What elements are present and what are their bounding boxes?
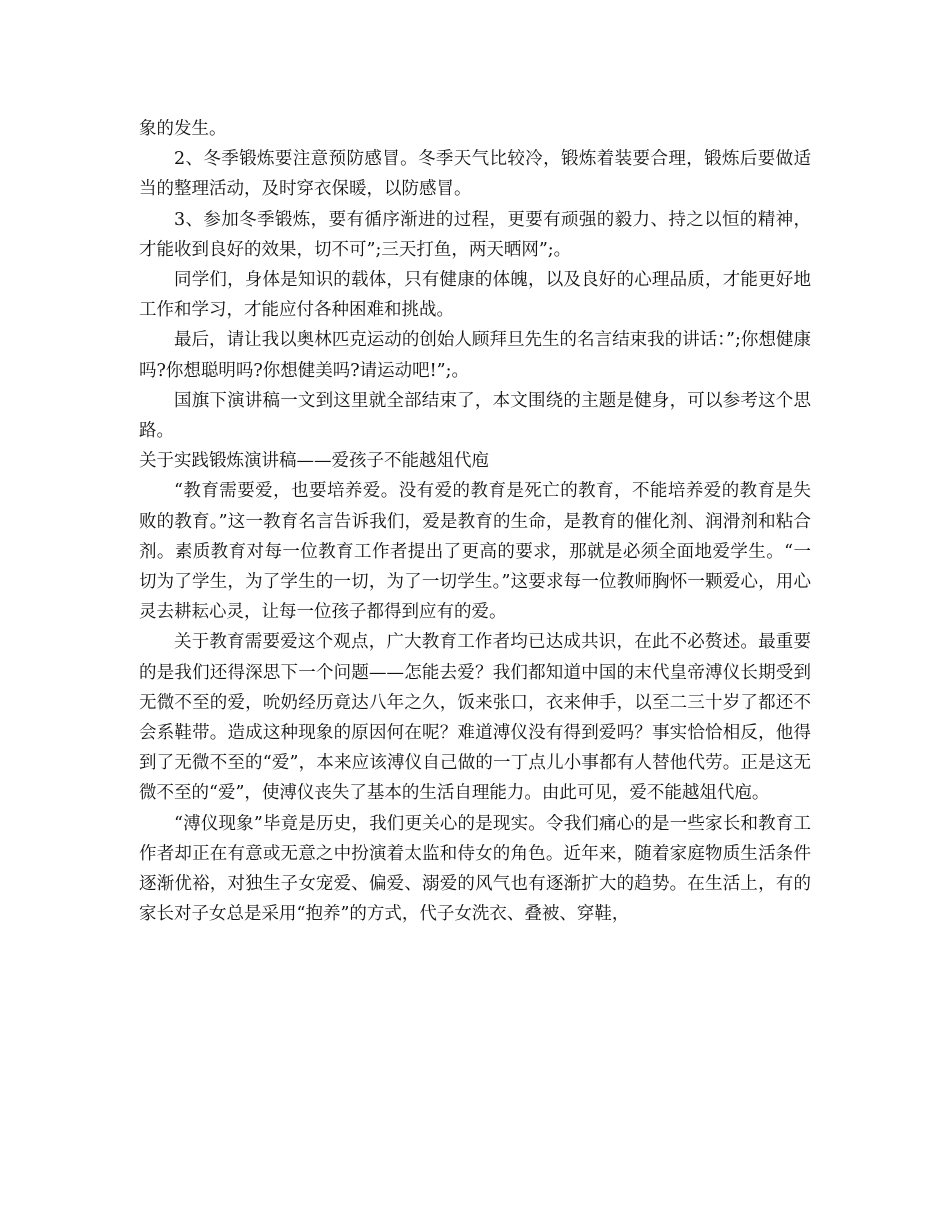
paragraph: “溥仪现象”毕竟是历史，我们更关心的是现实。令我们痛心的是一些家长和教育工作者却正在有意或无意之中扮演着太监和侍女的角色。近年来，随着家庭物质生活条件逐渐优裕，对独生子女宠爱、偏爱、溺爱的风气也有逐渐扩大的趋势。在生活上，有的家长对子女总是采用“抱养”的方式，代子女洗衣、叠被、穿鞋， [139, 813, 811, 925]
paragraph: 最后，请让我以奥林匹克运动的创始人顾拜旦先生的名言结束我的讲话：”;你想健康吗?你想聪明吗?你想健美吗?请运动吧!”;。 [139, 330, 811, 381]
paragraph: 2、冬季锻炼要注意预防感冒。冬季天气比较冷，锻炼着装要合理，锻炼后要做适当的整理活动，及时穿衣保暖，以防感冒。 [139, 149, 811, 200]
paragraph: “教育需要爱，也要培养爱。没有爱的教育是死亡的教育，不能培养爱的教育是失败的教育。”这一教育名言告诉我们，爱是教育的生命，是教育的催化剂、润滑剂和粘合剂。素质教育对每一位教育工作者提出了更高的要求，那就是必须全面地爱学生。“一切为了学生，为了学生的一切，为了一切学生。”这要求每一位教师胸怀一颗爱心，用心灵去耕耘心灵，让每一位孩子都得到应有的爱。 [139, 481, 811, 623]
paragraph: 3、参加冬季锻炼，要有循序渐进的过程，更要有顽强的毅力、持之以恒的精神，才能收到良好的效果，切不可”;三天打鱼，两天晒网”;。 [139, 209, 811, 260]
paragraph: 象的发生。 [139, 119, 227, 139]
paragraph: 国旗下演讲稿一文到这里就全部结束了，本文围绕的主题是健身，可以参考这个思路。 [139, 390, 811, 442]
document-body [139, 114, 811, 929]
paragraph: 关于教育需要爱这个观点，广大教育工作者均已达成共识，在此不必赘述。最重要的是我们还得深思下一个问题——怎能去爱？我们都知道中国的末代皇帝溥仪长期受到无微不至的爱，吮奶经历竟达八年之久，饭来张口，衣来伸手，以至二三十岁了都还不会系鞋带。造成这种现象的原因何在呢？难道溥仪没有得到爱吗？事实恰恰相反，他得到了无微不至的“爱”，本来应该溥仪自己做的一丁点儿小事都有人替他代劳。正是这无微不至的“爱”，使溥仪丧失了基本的生活自理能力。由此可见，爱不能越俎代庖。 [139, 632, 811, 804]
paragraph: 同学们，身体是知识的载体，只有健康的体魄，以及良好的心理品质，才能更好地工作和学习，才能应付各种困难和挑战。 [139, 270, 811, 321]
section-heading: 关于实践锻炼演讲稿——爱孩子不能越俎代庖 [139, 451, 489, 472]
